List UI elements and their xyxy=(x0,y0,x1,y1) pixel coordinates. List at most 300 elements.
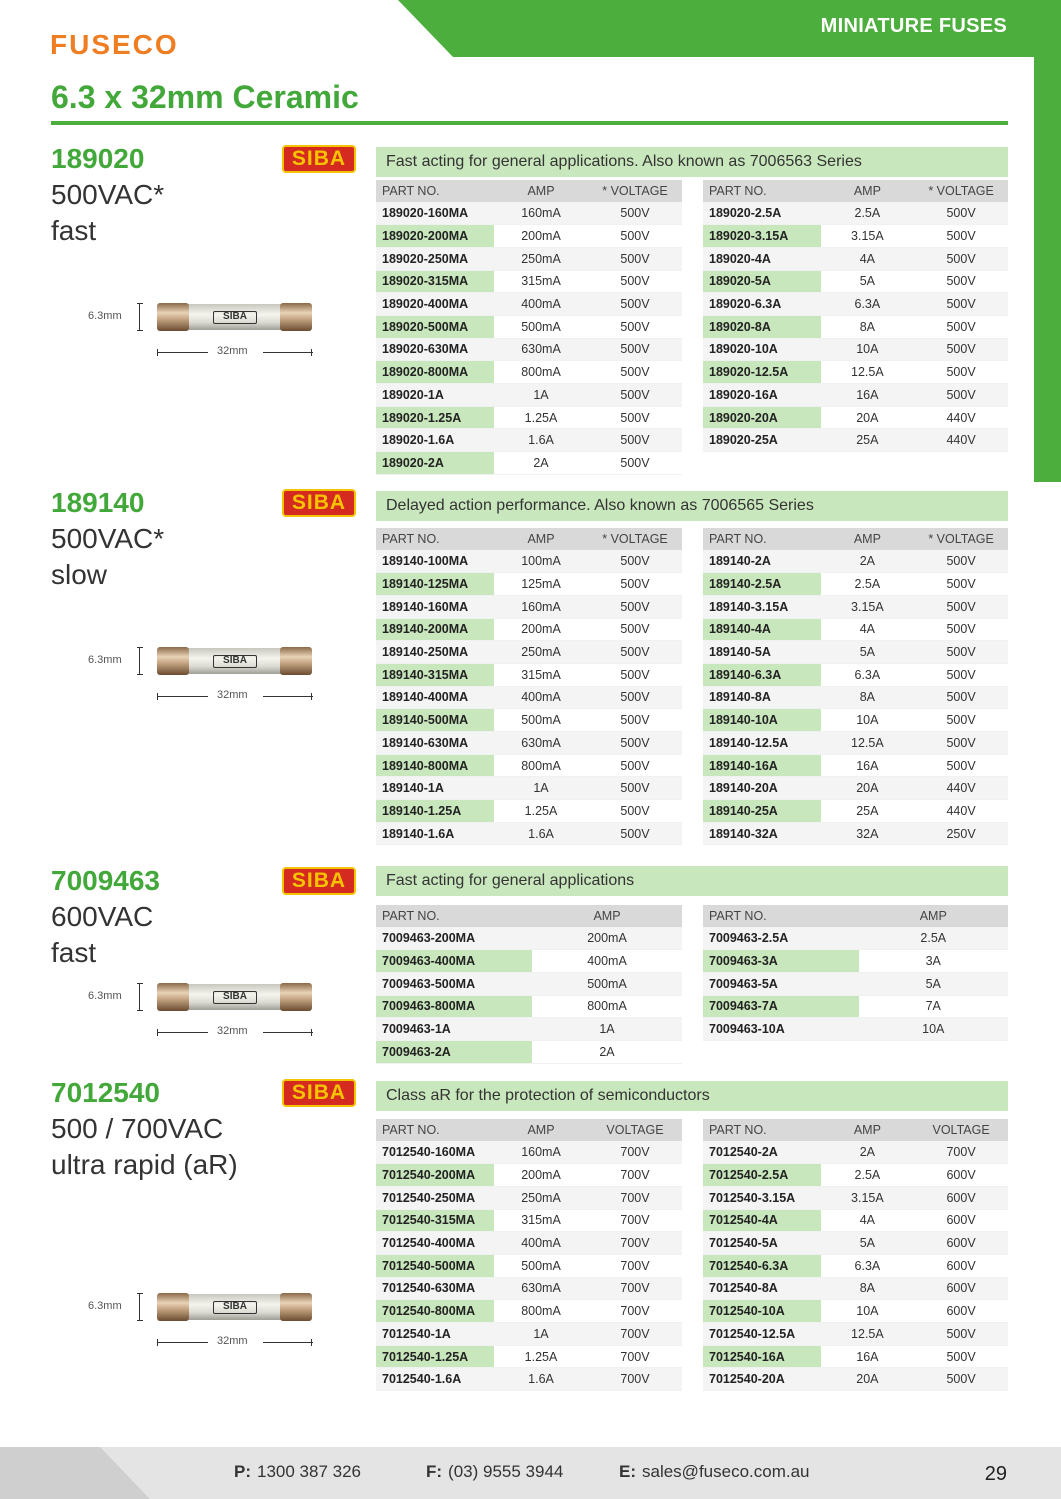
table-row xyxy=(703,777,1008,800)
part-number: 189140-630MA xyxy=(376,732,494,755)
table-header-row xyxy=(376,180,682,202)
voltage-value: 500V xyxy=(588,641,682,664)
table-row xyxy=(703,550,1008,573)
amp-rating: 5A xyxy=(859,972,1008,995)
part-number: 189140-1.6A xyxy=(376,822,494,845)
amp-rating: 800mA xyxy=(532,995,682,1018)
table-row xyxy=(703,1368,1008,1391)
part-number: 189020-10A xyxy=(703,338,821,361)
table-row xyxy=(703,361,1008,384)
email-address[interactable]: sales@fuseco.com.au xyxy=(642,1462,810,1481)
parts-table-right xyxy=(703,528,1008,845)
part-number: 189140-500MA xyxy=(376,709,494,732)
table-row xyxy=(376,995,682,1018)
voltage-value: 700V xyxy=(588,1368,682,1391)
fax-number: (03) 9555 3944 xyxy=(448,1462,564,1481)
table-row xyxy=(376,202,682,225)
amp-rating: 315mA xyxy=(494,1209,588,1232)
part-number: 189140-125MA xyxy=(376,573,494,596)
voltage-value: 500V xyxy=(588,247,682,270)
amp-rating: 2.5A xyxy=(821,573,915,596)
parts-table-left xyxy=(376,905,682,1064)
table-row xyxy=(376,663,682,686)
voltage-value: 500V xyxy=(588,822,682,845)
table-row xyxy=(376,641,682,664)
table-row xyxy=(376,1323,682,1346)
amp-rating: 1A xyxy=(494,1323,588,1346)
diameter-dimension-line xyxy=(137,983,143,1011)
amp-rating: 500mA xyxy=(494,315,588,338)
fuse-end-cap xyxy=(280,983,312,1011)
voltage-value: 500V xyxy=(588,270,682,293)
table-row xyxy=(376,1300,682,1323)
table-row xyxy=(376,1209,682,1232)
fuse-illustration xyxy=(157,983,312,1011)
voltage-value: 500V xyxy=(588,663,682,686)
column-header: VOLTAGE xyxy=(914,1119,1008,1141)
column-header: AMP xyxy=(532,905,682,927)
dimension-segment xyxy=(263,1342,313,1343)
amp-rating: 1.25A xyxy=(494,406,588,429)
table-row xyxy=(376,293,682,316)
column-header: AMP xyxy=(859,905,1008,927)
amp-rating: 1.6A xyxy=(494,429,588,452)
voltage-value: 500V xyxy=(588,225,682,248)
part-number: 189020-3.15A xyxy=(703,225,821,248)
part-number: 189140-160MA xyxy=(376,595,494,618)
voltage-value: 600V xyxy=(914,1232,1008,1255)
length-label: 32mm xyxy=(217,1025,248,1037)
siba-brand-logo: SIBA xyxy=(282,1079,356,1107)
fuse-end-cap xyxy=(157,647,189,675)
voltage-value: 700V xyxy=(588,1141,682,1164)
table-row xyxy=(376,315,682,338)
phone-number: 1300 387 326 xyxy=(257,1462,361,1481)
amp-rating: 16A xyxy=(821,754,915,777)
amp-rating: 5A xyxy=(821,641,915,664)
voltage-value: 440V xyxy=(914,406,1008,429)
voltage-rating: 600VAC xyxy=(51,901,154,932)
product-code: 7009463 xyxy=(51,865,161,896)
amp-rating: 6.3A xyxy=(821,293,915,316)
part-number: 189140-2A xyxy=(703,550,821,573)
table-row xyxy=(703,1209,1008,1232)
table-row xyxy=(376,1141,682,1164)
title-divider xyxy=(51,121,1008,125)
voltage-value: 500V xyxy=(914,338,1008,361)
voltage-value: 500V xyxy=(588,754,682,777)
table-row xyxy=(703,384,1008,407)
voltage-value: 700V xyxy=(588,1300,682,1323)
part-number: 189020-6.3A xyxy=(703,293,821,316)
part-number: 7012540-1A xyxy=(376,1323,494,1346)
series-description: Class aR for the protection of semiconductors xyxy=(376,1081,1008,1111)
amp-rating: 800mA xyxy=(494,361,588,384)
part-number: 189140-20A xyxy=(703,777,821,800)
table-header-row xyxy=(376,1119,682,1141)
amp-rating: 4A xyxy=(821,247,915,270)
voltage-value: 700V xyxy=(588,1186,682,1209)
table-row xyxy=(376,1254,682,1277)
amp-rating: 3.15A xyxy=(821,225,915,248)
diameter-dimension-line xyxy=(137,1293,143,1321)
phone-label: P: xyxy=(234,1462,251,1481)
part-number: 7012540-2.5A xyxy=(703,1164,821,1187)
part-number: 189140-10A xyxy=(703,709,821,732)
part-number: 189020-16A xyxy=(703,384,821,407)
product-code: 7012540 xyxy=(51,1077,161,1108)
table-row xyxy=(703,1300,1008,1323)
amp-rating: 800mA xyxy=(494,1300,588,1323)
column-header: PART NO. xyxy=(703,528,821,550)
email-label: E: xyxy=(619,1462,636,1481)
table-row xyxy=(703,202,1008,225)
amp-rating: 25A xyxy=(821,429,915,452)
amp-rating: 125mA xyxy=(494,573,588,596)
fuse-end-cap xyxy=(157,303,189,331)
column-header: PART NO. xyxy=(703,180,821,202)
table-row xyxy=(376,950,682,973)
amp-rating: 250mA xyxy=(494,247,588,270)
amp-rating: 20A xyxy=(821,406,915,429)
amp-rating: 200mA xyxy=(532,927,682,950)
amp-rating: 400mA xyxy=(494,1232,588,1255)
amp-rating: 3.15A xyxy=(821,595,915,618)
amp-rating: 630mA xyxy=(494,1277,588,1300)
voltage-value: 500V xyxy=(914,1323,1008,1346)
voltage-value: 500V xyxy=(588,315,682,338)
amp-rating: 2A xyxy=(821,550,915,573)
product-code: 189140 xyxy=(51,487,145,518)
table-row xyxy=(376,406,682,429)
part-number: 7012540-160MA xyxy=(376,1141,494,1164)
fuse-end-cap xyxy=(157,1293,189,1321)
diameter-label: 6.3mm xyxy=(88,990,122,1002)
fuse-end-cap xyxy=(280,647,312,675)
voltage-value: 500V xyxy=(914,754,1008,777)
column-header: PART NO. xyxy=(376,180,494,202)
amp-rating: 6.3A xyxy=(821,1254,915,1277)
voltage-value: 500V xyxy=(588,384,682,407)
amp-rating: 250mA xyxy=(494,1186,588,1209)
amp-rating: 12.5A xyxy=(821,732,915,755)
table-row xyxy=(703,754,1008,777)
amp-rating: 32A xyxy=(821,822,915,845)
amp-rating: 5A xyxy=(821,1232,915,1255)
amp-rating: 1.6A xyxy=(494,822,588,845)
column-header: AMP xyxy=(494,1119,588,1141)
part-number: 7012540-630MA xyxy=(376,1277,494,1300)
amp-rating: 200mA xyxy=(494,225,588,248)
table-row xyxy=(376,225,682,248)
amp-rating: 500mA xyxy=(494,1254,588,1277)
amp-rating: 315mA xyxy=(494,270,588,293)
column-header: PART NO. xyxy=(703,1119,821,1141)
fuseco-logo: FUSECO xyxy=(50,29,179,60)
amp-rating: 20A xyxy=(821,1368,915,1391)
table-row xyxy=(703,663,1008,686)
page-number: 29 xyxy=(984,1463,1007,1485)
part-number: 189140-200MA xyxy=(376,618,494,641)
table-row xyxy=(703,1232,1008,1255)
part-number: 189020-25A xyxy=(703,429,821,452)
part-number: 189020-630MA xyxy=(376,338,494,361)
voltage-value: 700V xyxy=(588,1232,682,1255)
part-number: 7012540-800MA xyxy=(376,1300,494,1323)
table-row xyxy=(703,709,1008,732)
dimension-segment xyxy=(263,352,313,353)
amp-rating: 4A xyxy=(821,1209,915,1232)
voltage-value: 440V xyxy=(914,429,1008,452)
table-row xyxy=(703,641,1008,664)
table-row xyxy=(376,777,682,800)
amp-rating: 160mA xyxy=(494,202,588,225)
amp-rating: 500mA xyxy=(494,709,588,732)
part-number: 189140-400MA xyxy=(376,686,494,709)
table-row xyxy=(703,225,1008,248)
table-row xyxy=(703,822,1008,845)
part-number: 189020-160MA xyxy=(376,202,494,225)
voltage-value: 500V xyxy=(914,595,1008,618)
amp-rating: 2.5A xyxy=(821,1164,915,1187)
voltage-value: 500V xyxy=(914,384,1008,407)
amp-rating: 1.25A xyxy=(494,800,588,823)
column-header: PART NO. xyxy=(703,905,859,927)
amp-rating: 20A xyxy=(821,777,915,800)
fuse-illustration xyxy=(157,1293,312,1321)
part-number: 189020-2.5A xyxy=(703,202,821,225)
table-row xyxy=(376,1164,682,1187)
amp-rating: 4A xyxy=(821,618,915,641)
part-number: 189140-1A xyxy=(376,777,494,800)
dimension-segment xyxy=(263,1032,313,1033)
footer xyxy=(0,1447,1061,1499)
part-number: 189140-800MA xyxy=(376,754,494,777)
footer-fax xyxy=(426,1462,563,1482)
voltage-value: 500V xyxy=(588,573,682,596)
amp-rating: 400mA xyxy=(532,950,682,973)
voltage-value: 440V xyxy=(914,800,1008,823)
part-number: 189140-8A xyxy=(703,686,821,709)
fuse-illustration xyxy=(157,647,312,675)
part-number: 189140-5A xyxy=(703,641,821,664)
part-number: 189020-20A xyxy=(703,406,821,429)
series-description: Fast acting for general applications xyxy=(376,866,1008,896)
parts-table-left xyxy=(376,528,682,845)
amp-rating: 1A xyxy=(532,1018,682,1041)
amp-rating: 160mA xyxy=(494,595,588,618)
table-row xyxy=(376,270,682,293)
amp-rating: 16A xyxy=(821,1345,915,1368)
voltage-value: 700V xyxy=(588,1345,682,1368)
part-number: 7012540-2A xyxy=(703,1141,821,1164)
part-number: 189020-8A xyxy=(703,315,821,338)
table-row xyxy=(376,1345,682,1368)
amp-rating: 10A xyxy=(821,709,915,732)
voltage-value: 500V xyxy=(588,338,682,361)
amp-rating: 12.5A xyxy=(821,361,915,384)
part-number: 7012540-6.3A xyxy=(703,1254,821,1277)
voltage-value: 500V xyxy=(588,361,682,384)
part-number: 7012540-400MA xyxy=(376,1232,494,1255)
diameter-label: 6.3mm xyxy=(88,310,122,322)
voltage-value: 600V xyxy=(914,1186,1008,1209)
voltage-value: 500V xyxy=(914,270,1008,293)
column-header: PART NO. xyxy=(376,1119,494,1141)
voltage-value: 700V xyxy=(914,1141,1008,1164)
table-row xyxy=(376,429,682,452)
fuse-end-cap xyxy=(157,983,189,1011)
column-header: PART NO. xyxy=(376,905,532,927)
voltage-value: 500V xyxy=(588,429,682,452)
column-header: VOLTAGE xyxy=(588,1119,682,1141)
column-header: AMP xyxy=(821,1119,915,1141)
part-number: 7009463-200MA xyxy=(376,927,532,950)
part-number: 7012540-12.5A xyxy=(703,1323,821,1346)
amp-rating: 1A xyxy=(494,384,588,407)
part-number: 7012540-20A xyxy=(703,1368,821,1391)
dimension-segment xyxy=(158,1342,208,1343)
voltage-value: 440V xyxy=(914,777,1008,800)
table-row xyxy=(703,800,1008,823)
voltage-value: 500V xyxy=(914,686,1008,709)
fax-label: F: xyxy=(426,1462,443,1481)
table-header-row xyxy=(703,180,1008,202)
voltage-value: 500V xyxy=(914,247,1008,270)
voltage-value: 500V xyxy=(588,618,682,641)
part-number: 189140-1.25A xyxy=(376,800,494,823)
amp-rating: 3A xyxy=(859,950,1008,973)
table-row xyxy=(376,452,682,475)
footer-shade xyxy=(0,1447,150,1499)
part-number: 7009463-2A xyxy=(376,1040,532,1063)
diameter-label: 6.3mm xyxy=(88,1300,122,1312)
part-number: 189020-1.6A xyxy=(376,429,494,452)
part-number: 7009463-500MA xyxy=(376,972,532,995)
amp-rating: 8A xyxy=(821,1277,915,1300)
table-row xyxy=(703,573,1008,596)
amp-rating: 25A xyxy=(821,800,915,823)
fuse-end-cap xyxy=(280,1293,312,1321)
amp-rating: 1.25A xyxy=(494,1345,588,1368)
voltage-value: 500V xyxy=(588,293,682,316)
table-row xyxy=(376,732,682,755)
table-row xyxy=(376,618,682,641)
table-row xyxy=(376,550,682,573)
table-header-row xyxy=(703,905,1008,927)
table-row xyxy=(703,618,1008,641)
voltage-value: 600V xyxy=(914,1164,1008,1187)
amp-rating: 8A xyxy=(821,686,915,709)
table-row xyxy=(703,686,1008,709)
dimension-segment xyxy=(158,352,208,353)
voltage-value: 500V xyxy=(914,293,1008,316)
voltage-rating: 500 / 700VAC xyxy=(51,1113,224,1144)
voltage-rating: 500VAC* xyxy=(51,523,165,554)
dimension-segment xyxy=(263,696,313,697)
voltage-value: 500V xyxy=(914,361,1008,384)
voltage-value: 600V xyxy=(914,1254,1008,1277)
part-number: 7009463-7A xyxy=(703,995,859,1018)
product-code: 189020 xyxy=(51,143,145,174)
table-row xyxy=(703,927,1008,950)
amp-rating: 315mA xyxy=(494,663,588,686)
part-number: 7012540-1.6A xyxy=(376,1368,494,1391)
part-number: 189020-2A xyxy=(376,452,494,475)
amp-rating: 7A xyxy=(859,995,1008,1018)
table-row xyxy=(376,1277,682,1300)
series-description: Delayed action performance. Also known as 7006565 Series xyxy=(376,491,1008,521)
voltage-value: 700V xyxy=(588,1277,682,1300)
voltage-value: 500V xyxy=(914,202,1008,225)
dimension-segment xyxy=(158,1032,208,1033)
amp-rating: 6.3A xyxy=(821,663,915,686)
parts-table-right xyxy=(703,180,1008,452)
voltage-value: 500V xyxy=(588,452,682,475)
table-row xyxy=(703,1254,1008,1277)
amp-rating: 800mA xyxy=(494,754,588,777)
voltage-value: 500V xyxy=(914,1368,1008,1391)
speed-rating: fast xyxy=(51,937,97,968)
table-row xyxy=(703,732,1008,755)
banner-title: MINIATURE FUSES xyxy=(820,15,1007,37)
part-number: 7012540-10A xyxy=(703,1300,821,1323)
voltage-value: 500V xyxy=(588,732,682,755)
length-label: 32mm xyxy=(217,345,248,357)
amp-rating: 250mA xyxy=(494,641,588,664)
amp-rating: 8A xyxy=(821,315,915,338)
amp-rating: 1A xyxy=(494,777,588,800)
part-number: 189140-16A xyxy=(703,754,821,777)
part-number: 189140-3.15A xyxy=(703,595,821,618)
voltage-value: 700V xyxy=(588,1164,682,1187)
fuse-marking: SIBA xyxy=(213,655,257,668)
voltage-value: 500V xyxy=(914,315,1008,338)
part-number: 7012540-16A xyxy=(703,1345,821,1368)
amp-rating: 2.5A xyxy=(821,202,915,225)
part-number: 7009463-400MA xyxy=(376,950,532,973)
table-header-row xyxy=(703,1119,1008,1141)
fuse-illustration xyxy=(157,303,312,331)
table-row xyxy=(703,995,1008,1018)
amp-rating: 2A xyxy=(821,1141,915,1164)
footer-phone xyxy=(234,1462,361,1482)
table-row xyxy=(703,270,1008,293)
amp-rating: 160mA xyxy=(494,1141,588,1164)
part-number: 7009463-5A xyxy=(703,972,859,995)
voltage-value: 500V xyxy=(914,225,1008,248)
part-number: 7009463-3A xyxy=(703,950,859,973)
voltage-value: 250V xyxy=(914,822,1008,845)
amp-rating: 10A xyxy=(859,1018,1008,1041)
amp-rating: 400mA xyxy=(494,686,588,709)
voltage-value: 500V xyxy=(588,595,682,618)
column-header: PART NO. xyxy=(376,528,494,550)
dimension-segment xyxy=(158,696,208,697)
table-row xyxy=(703,950,1008,973)
table-row xyxy=(703,247,1008,270)
part-number: 189140-100MA xyxy=(376,550,494,573)
parts-table-right xyxy=(703,1119,1008,1391)
part-number: 189020-1A xyxy=(376,384,494,407)
diameter-dimension-line xyxy=(137,303,143,331)
amp-rating: 100mA xyxy=(494,550,588,573)
table-row xyxy=(703,1141,1008,1164)
voltage-value: 700V xyxy=(588,1209,682,1232)
amp-rating: 630mA xyxy=(494,732,588,755)
voltage-value: 500V xyxy=(914,573,1008,596)
voltage-value: 500V xyxy=(588,709,682,732)
